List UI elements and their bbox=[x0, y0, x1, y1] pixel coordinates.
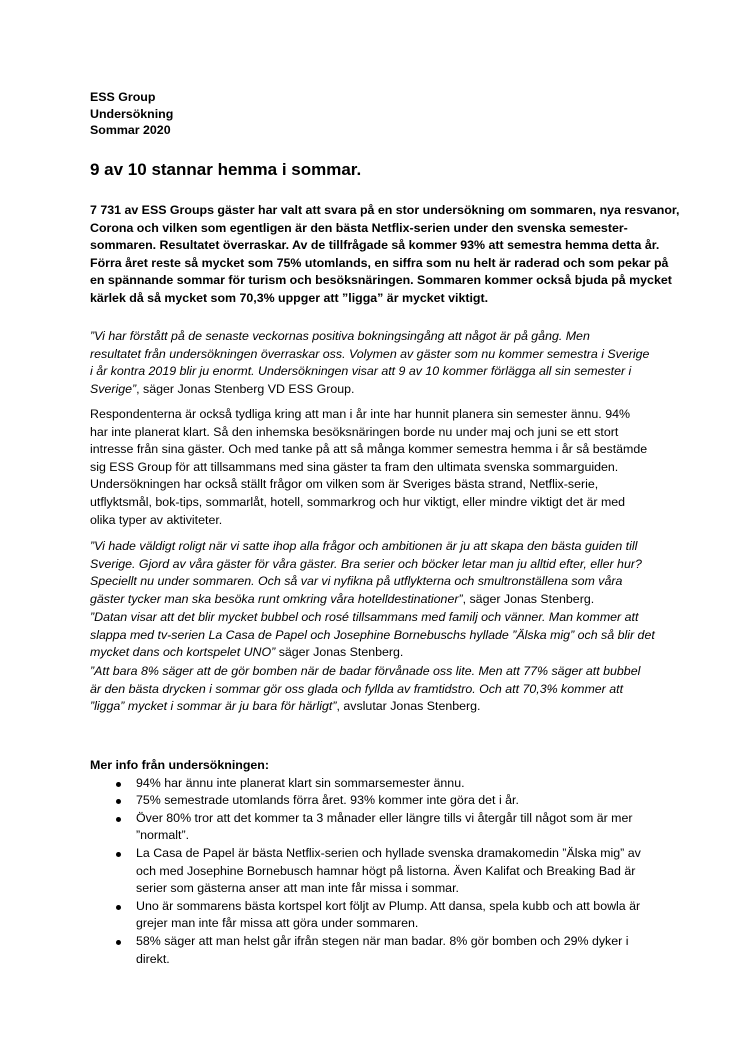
company-name: ESS Group bbox=[90, 90, 156, 104]
quote-text: gäster tycker man ska besöka runt omkring våra hotelldestinationer” bbox=[90, 591, 463, 606]
bullet-item bbox=[90, 933, 641, 968]
bullet-text-line: Uno är sommarens bästa kortspel kort följt av Plump. Att dansa, spela kubb och att bowla är bbox=[136, 898, 641, 913]
text-segment: Förra året reste så mycket som 75% utomlands, en siffra som nu helt är raderad och som pekar på bbox=[90, 255, 669, 270]
text-segment: 7 731 av ESS Groups gäster har valt att svara på en stor undersökning om sommaren, nya resvanor, bbox=[90, 203, 680, 217]
text-line bbox=[90, 328, 649, 346]
bullet-text-line: 58% säger att man helst går ifrån stegen när man badar. 8% gör bomben och 29% dyker i bbox=[136, 933, 629, 948]
text-line bbox=[90, 202, 679, 220]
bullet-item bbox=[90, 792, 641, 810]
text-line bbox=[90, 627, 655, 645]
bullet-item bbox=[90, 845, 641, 898]
text-line bbox=[90, 556, 642, 574]
quote-text: ”ligga” mycket i sommar är ju bara för härligt” bbox=[90, 699, 337, 714]
quote-text: Speciellt nu under sommaren. Och så var vi nyfikna på utflykterna och smultronställena som våra bbox=[90, 574, 623, 589]
text-line bbox=[90, 698, 640, 716]
text-line bbox=[90, 346, 649, 364]
paragraph bbox=[90, 663, 640, 716]
bullet-text-line: Över 80% tror att det kommer ta 3 månader eller längre tills vi återgår till något som är mer bbox=[136, 810, 633, 825]
text-segment: säger Jonas Stenberg. bbox=[275, 645, 404, 660]
document-period: Sommar 2020 bbox=[90, 123, 171, 138]
text-segment: utflyktsmål, bok-tips, sommarlåt, hotell, sommarkrog och hur viktigt, eller mindre viktigt det är med bbox=[90, 494, 626, 509]
bullet-text-line: La Casa de Papel är bästa Netflix-serien och hyllade svenska dramakomedin ”Älska mig” av bbox=[136, 845, 641, 860]
text-line bbox=[90, 663, 640, 681]
text-line bbox=[90, 681, 640, 699]
text-line bbox=[90, 573, 642, 591]
text-line bbox=[90, 363, 649, 381]
bullet-text-line: serier som gästerna anser att man inte får missa i sommar. bbox=[136, 881, 459, 896]
quote-text: ”Vi har förstått på de senaste veckornas positiva bokningsingång att något är på gång. Men bbox=[90, 329, 590, 343]
more-info-section bbox=[90, 757, 641, 968]
text-segment: har inte planerat klart. Så den inhemska besöksnäringen borde nu under maj och juni se ett stort bbox=[90, 424, 619, 439]
bullet-text-line: direkt. bbox=[136, 951, 170, 966]
text-segment: , avslutar Jonas Stenberg. bbox=[336, 699, 481, 714]
more-info-heading: Mer info från undersökningen: bbox=[90, 758, 269, 772]
text-segment: , säger Jonas Stenberg VD ESS Group. bbox=[136, 381, 355, 396]
text-segment: Undersökningen har också ställt frågor om vilken som är Sveriges bästa strand, Netflix-serie, bbox=[90, 477, 599, 492]
text-line bbox=[90, 609, 655, 627]
text-line bbox=[90, 406, 647, 424]
text-segment: Respondenterna är också tydliga kring att man i år inte har hunnit planera sin semester ännu. 94% bbox=[90, 407, 630, 421]
bullet-item bbox=[90, 775, 641, 793]
text-segment: , säger Jonas Stenberg. bbox=[462, 591, 595, 606]
text-line bbox=[90, 538, 642, 556]
quote-text: ”Vi hade väldigt roligt när vi satte ihop alla frågor och ambitionen är ju att skapa den bästa guiden till bbox=[90, 539, 638, 553]
bullet-text-line: grejer man inte får missa att göra under sommaren. bbox=[136, 916, 419, 931]
text-line bbox=[90, 476, 647, 494]
paragraph bbox=[90, 538, 642, 608]
bullet-text-line: och med Josephine Bornebusch hamnar högt på listorna. Även Kalifat och Breaking Bad är bbox=[136, 863, 636, 878]
quote-text: är den bästa drycken i sommar gör oss glada och fyllda av framtidstro. Och att 70,3% kommer att bbox=[90, 681, 624, 696]
text-segment: intresse från sina gäster. Och med tanke på att så många kommer semestra hemma i år så bestämde bbox=[90, 442, 648, 457]
text-segment: kärlek då så mycket som 70,3% uppger att ”ligga” är mycket viktigt. bbox=[90, 290, 489, 305]
text-line bbox=[90, 494, 647, 512]
bullet-text-line: ”normalt”. bbox=[136, 828, 190, 843]
text-line bbox=[90, 272, 679, 290]
text-line bbox=[90, 441, 647, 459]
text-line bbox=[90, 220, 679, 238]
bullet-text-line: 94% har ännu inte planerat klart sin sommarsemester ännu. bbox=[136, 775, 465, 790]
text-line bbox=[90, 424, 647, 442]
bullet-item bbox=[90, 898, 641, 933]
quote-text: i år kontra 2019 blir ju enormt. Undersökningen visar att 9 av 10 kommer förlägga all sin semester i bbox=[90, 364, 632, 379]
text-segment: olika typer av aktiviteter. bbox=[90, 512, 223, 527]
quote-text: Sverige. Gjord av våra gäster för våra gäster. Bra serier och böcker letar man ju alltid efter, eller hur? bbox=[90, 556, 642, 571]
quote-text: slappa med tv-serien La Casa de Papel och Josephine Bornebuschs hyllade ”Älska mig” och så blir det bbox=[90, 627, 655, 642]
paragraph bbox=[90, 328, 649, 398]
quote-text: mycket dans och kortspelet UNO” bbox=[90, 645, 276, 660]
quote-text: ”Att bara 8% säger att de gör bomben när de badar förvånade oss lite. Men att 77% säger att bubbel bbox=[90, 664, 641, 678]
text-line bbox=[90, 591, 642, 609]
text-segment: en spännande sommar för turism och besöksnäringen. Sommaren kommer också bjuda på mycket bbox=[90, 273, 672, 288]
document-header bbox=[90, 89, 173, 139]
text-line bbox=[90, 381, 649, 399]
bullet-item bbox=[90, 810, 641, 845]
bullet-text-line: 75% semestrade utomlands förra året. 93% kommer inte göra det i år. bbox=[136, 793, 519, 808]
text-segment: Corona och vilken som egentligen är den bästa Netflix-serien under den svenska semester- bbox=[90, 220, 628, 235]
text-segment: sig ESS Group för att tillsammans med sina gäster ta fram den ultimata svenska sommarguiden. bbox=[90, 459, 619, 474]
paragraph bbox=[90, 202, 679, 308]
paragraph bbox=[90, 406, 647, 529]
more-info-list bbox=[90, 775, 641, 969]
text-line bbox=[90, 255, 679, 273]
document-type: Undersökning bbox=[90, 106, 174, 121]
quote-text: Sverige” bbox=[90, 381, 137, 396]
text-line bbox=[90, 512, 647, 530]
paragraph bbox=[90, 609, 655, 662]
quote-text: ”Datan visar att det blir mycket bubbel och rosé tillsammans med familj och vänner. Man kommer att bbox=[90, 610, 639, 624]
text-line bbox=[90, 237, 679, 255]
quote-text: resultatet från undersökningen överraskar oss. Volymen av gäster som nu kommer semestra i Sverige bbox=[90, 346, 650, 361]
page-title: 9 av 10 stannar hemma i sommar. bbox=[90, 160, 362, 179]
text-segment: sommaren. Resultatet överraskar. Av de tillfrågade så kommer 93% att semestra hemma detta år. bbox=[90, 238, 660, 253]
text-line bbox=[90, 644, 655, 662]
text-line bbox=[90, 290, 679, 308]
text-line bbox=[90, 459, 647, 477]
